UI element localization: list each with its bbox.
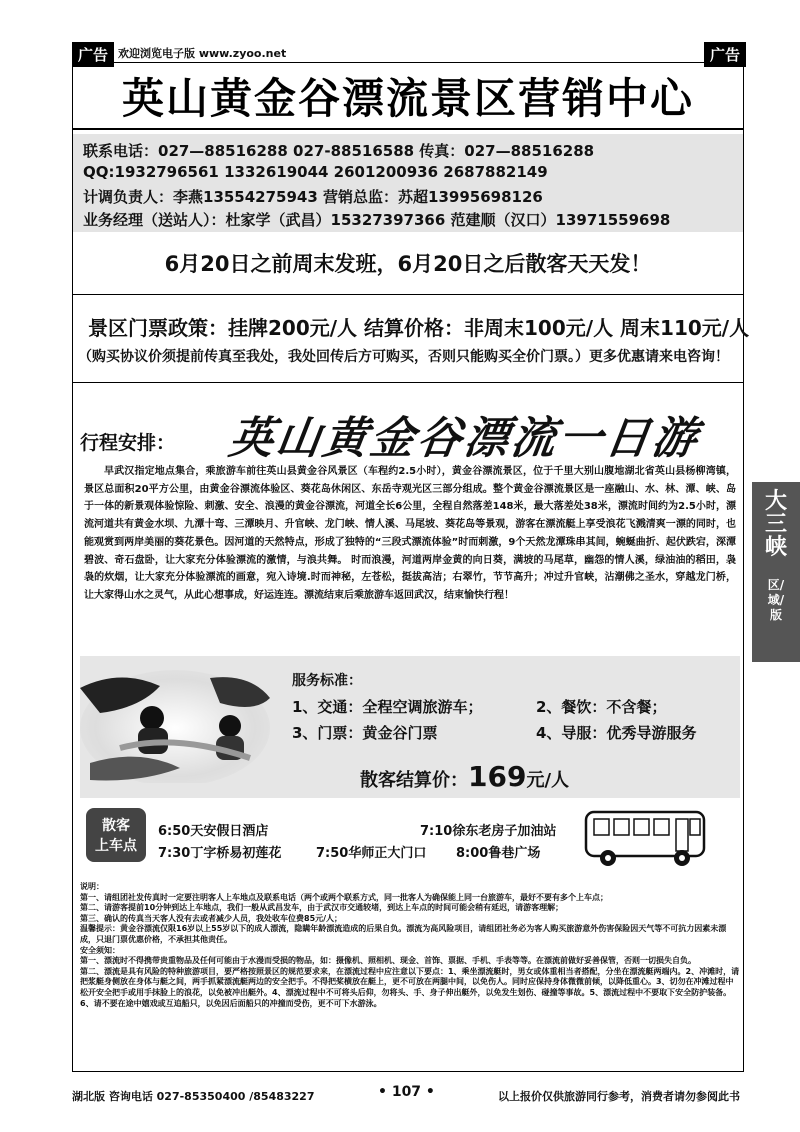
contact-qq: QQ:1932796561 1332619044 2601200936 2687882149 [83,163,548,181]
pickup-point-1: 6:50天安假日酒店 [158,824,269,839]
bus-icon [582,808,708,870]
divider [72,128,744,130]
notes-heading: 说明： [80,882,104,891]
safety-item: 第一、漂流时不得携带贵重物品及任何可能由于水漫而受损的物品，如：摄像机、照相机、现金、首饰、票据、手机、手表等等。在漂流前做好妥善保管，否则一切损失自负。 [80,956,696,966]
contact-agents: 业务经理（送站人）：杜家学（武昌）15327397366 范建顺（汉口）13971559698 [83,211,671,229]
pickup-point-4: 7:50华师正大门口 [316,846,427,861]
pickup-point-2: 7:10徐东老房子加油站 [420,824,557,839]
contact-managers: 计调负责人：李燕13554275943 营销总监：苏超13995698126 [83,188,543,206]
section-side-tab [752,482,800,662]
ticket-policy: 景区门票政策：挂牌200元/人 结算价格：非周末100元/人 周末110元/人 [88,316,750,340]
service-panel [80,656,740,798]
rafting-photo [80,668,270,783]
divider [72,382,744,383]
divider [72,294,744,295]
pickup-point-5: 8:00鲁巷广场 [456,846,541,861]
pickup-point-3: 7:30丁字桥易初莲花 [158,846,282,861]
price-value: 169 [468,760,527,793]
note-item: 第二、请游客提前10分钟到达上车地点，我们一般从武昌发车，由于武汉市交通较堵，到达上车点的时间可能会稍有延迟，请游客理解； [80,903,564,913]
page-title: 英山黄金谷漂流景区营销中心 [121,74,694,123]
service-meals: 2、餐饮：不含餐； [536,698,667,716]
footer-disclaimer: 以上报价仅供旅游同行参考，消费者请勿参阅此书 [498,1090,740,1103]
pickup-badge-line2: 上车点 [95,838,137,854]
itinerary-text: 早武汉指定地点集合，乘旅游车前往英山县黄金谷风景区（车程约2.5小时），黄金谷漂流景区，位于千里大别山腹地湖北省英山县杨柳湾镇，景区总面积20平方公里，由黄金谷漂流体验区、葵花岛休闲区、东岳寺观光区三部分组成。整个黄金谷漂流景区是一座融山、水、林、潭、峡、岛于一体的新景观体验惊险、刺激、安全、浪漫的黄金谷漂流，河道全长6公里，全程自然落差148米，最大落差处38米，漂流时间约为2.5小时，漂流河道共有黄金水坝、九潭十弯、三潭映月、升官峡、龙门峡、情人溪、马尾坡、葵花岛等景观，游客在漂流艇上享受浪花飞溅清爽一漂的同时，也能观赏到两岸美丽的葵花景色。因河道的天然特点，形成了独特的“三段式漂流体验”时而刺激，9个天然龙潭珠串其间，蜿蜒曲折、起伏跌宕，深潭碧波、奇石盘卧，让大家充分体验漂流的激情，与浪共舞。 时而浪漫，河道两岸金黄的向日葵，满坡的马尾草，幽怨的情人溪，绿油油的稻田，袅袅的炊烟，让大家充分体验漂流的画意，宛入诗境.时而神秘，左苍松，挺拔高洁；右翠竹，节节高升；冲过升官峡，沾潮佛之圣水，穿越龙门桥，让大家得山水之灵气，从此心想事成，好运连连。漂流结束后乘旅游车返回武汉，结束愉快行程！ [84,466,736,601]
note-item: 第一、请组团社发传真时一定要注明客人上车地点及联系电话（两个或两个联系方式，同一批客人为确保能上同一台旅游车，最好不要有多个上车点； [80,892,608,902]
ticket-note: （购买协议价须提前传真至我处，我处回传后方可购买，否则只能购买全价门票。）更多优惠请来电咨询！ [78,349,729,365]
service-guide: 4、导服：优秀导游服务 [536,724,697,742]
note-item: 第三、确认的传真当天客人没有去或者减少人员，我处收车位费85元/人； [80,913,343,923]
pickup-badge-line1: 散客 [102,818,130,834]
site-url: 欢迎浏览电子版 www.zyoo.net [118,47,287,60]
itinerary-label: 行程安排： [80,432,176,454]
footer-contact: 湖北版 咨询电话 027-85350400 /85483227 [72,1090,315,1103]
price-unit: 元/人 [526,770,570,791]
note-warning: 温馨提示：黄金谷漂流仅限16岁以上55岁以下的成人漂流，隐瞒年龄漂流造成的后果自负。漂流为高风险项目，请组团社务必为客人购买旅游意外伤害保险因天气等不可抗力因素未漂成，只退门票优惠价格，不承担其他责任。 [80,924,727,944]
itinerary-title: 英山黄金谷漂流一日游 [225,413,703,464]
schedule-notice: 6月20日之前周末发班，6月20日之后散客天天发！ [164,252,652,276]
service-tickets: 3、门票：黄金谷门票 [292,724,438,742]
safety-item: 第二、漂流是具有风险的特种旅游项目，要严格按照景区的规范要求来，在漂流过程中应注意以下要点：1、乘坐漂流艇时，男女或体重相当者搭配，分坐在漂流艇两端内。2、冲滩时，请把浆艇身侧放在身体与艇之间，两手抓紧漂流艇两边的安全把手。不得把桨横放在艇上，更不可放在两腿中间，以免伤人。同时应保持身体微微前倾，以降低重心。3、切勿在冲滩过程中松开安全把手或用手抹脸上的浪花，以免被冲出艇外。4、漂流过程中不可将头后仰，勿将头、手、身子伸出艇外，以免发生划伤、碰撞等事故。5、漂流过程中不要取下安全防护装备。6、请不要在途中嬉戏或互追船只，以免因后面船只的冲撞而受伤，更不可下水游泳。 [80,966,740,1008]
side-tab-title: 大三峡 [764,489,787,560]
price-label: 散客结算价： [360,770,468,791]
contact-block [73,134,743,232]
ad-tag-left: 广告 [72,42,114,67]
service-title: 服务标准： [292,673,362,689]
pickup-badge [86,808,146,862]
contact-phones: 联系电话：027—88516288 027-88516588 传真：027—88516288 [83,142,595,160]
side-tab-subtitle: 区/域/版 [767,578,785,622]
page-number: • 107 • [378,1084,435,1100]
ad-tag-right: 广告 [704,42,746,67]
notes [80,882,740,1009]
price [360,760,569,793]
safety-heading: 安全须知： [80,945,120,955]
service-transport: 1、交通：全程空调旅游车； [292,698,483,716]
